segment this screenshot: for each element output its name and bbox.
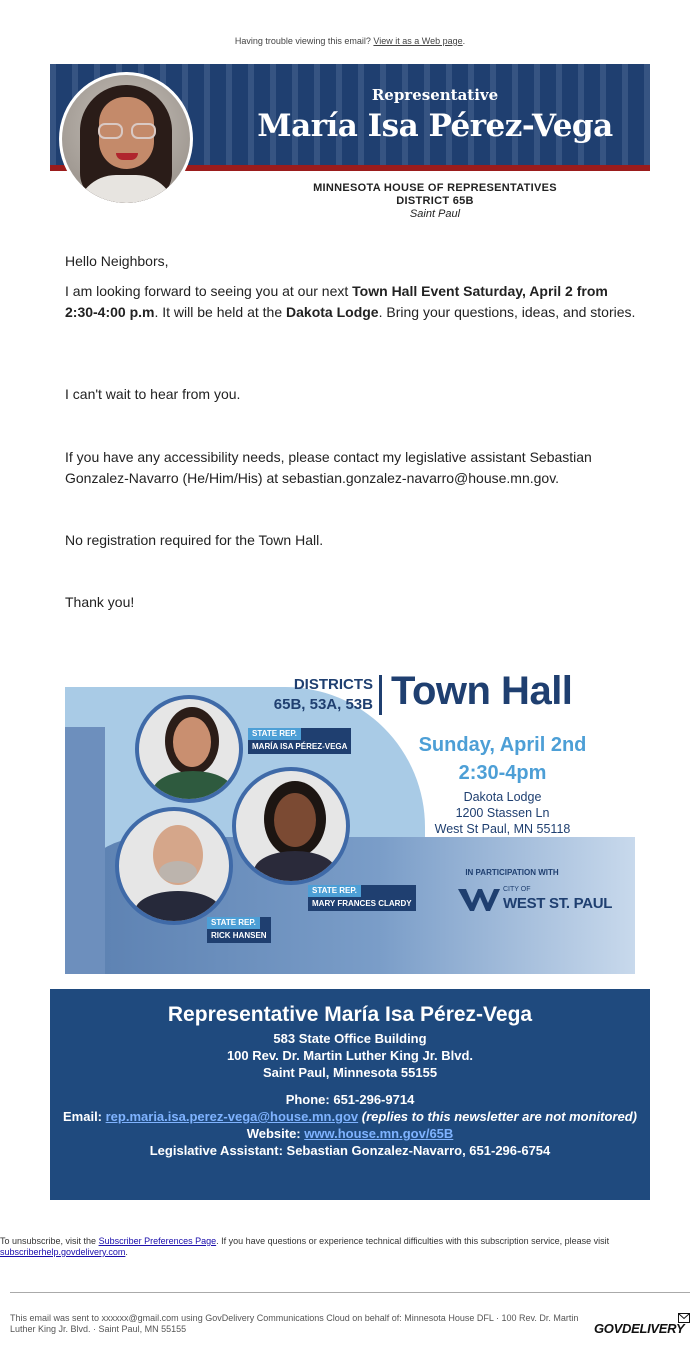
website-link[interactable]: www.house.mn.gov/65B — [304, 1126, 454, 1141]
unsubscribe-notice: To unsubscribe, visit the Subscriber Preferences Page. If you have questions or experience technical difficulties with this subscription service, please visit subscriberhelp.govdelivery.com. — [0, 1236, 610, 1257]
west-st-paul-logo: CITY OF WEST ST. PAUL — [458, 883, 598, 915]
rep-photo-perez-vega — [135, 695, 243, 803]
flyer-date: Sunday, April 2nd 2:30-4pm — [418, 734, 587, 784]
paragraph-hear: I can't wait to hear from you. — [65, 386, 241, 402]
district: DISTRICT 65B — [396, 195, 474, 207]
avatar — [59, 72, 193, 206]
preheader — [0, 36, 700, 46]
tag-clardy: STATE REP. MARY FRANCES CLARDY — [308, 885, 416, 911]
org-name: MINNESOTA HOUSE OF REPRESENTATIVES — [313, 182, 557, 194]
preheader-text: Having trouble viewing this email? — [234, 36, 371, 46]
footer-phone: Phone: 651-296-9714 — [285, 1092, 415, 1107]
preheader-suffix: . — [462, 36, 466, 46]
email-note: (replies to this newsletter are not monitored) — [358, 1109, 637, 1124]
rep-photo-clardy — [232, 767, 350, 885]
org-block — [210, 182, 660, 221]
tag-perez-vega: STATE REP. MARÍA ISA PÉREZ-VEGA — [248, 728, 351, 754]
footer-name: Representative María Isa Pérez-Vega — [167, 1003, 533, 1026]
paragraph-registration: No registration required for the Town Hall. — [65, 532, 324, 548]
subscriber-help-link[interactable]: subscriberhelp.govdelivery.com — [0, 1247, 126, 1257]
sent-to-notice: This email was sent to xxxxxx@gmail.com using GovDelivery Communications Cloud on behalf of: Minnesota House DFL · 100 Rev. Dr. Martin Luther King Jr. Blvd. · Saint Paul, MN 55155 — [10, 1313, 579, 1334]
flyer-location: Dakota Lodge 1200 Stassen Ln West St Paul, MN 55118 — [434, 790, 571, 836]
paragraph-accessibility: If you have any accessibility needs, please contact my legislative assistant Sebastian Gonzalez-Navarro (He/Him/His) at sebastian.gonzalez-navarro@house.mn.gov. — [65, 449, 592, 486]
subscriber-preferences-link[interactable]: Subscriber Preferences Page — [98, 1236, 217, 1246]
greeting: Hello Neighbors, — [65, 253, 169, 269]
divider — [10, 1292, 690, 1293]
footer-contact-details: Phone: 651-296-9714 Email: rep.maria.isa.perez-vega@house.mn.gov (replies to this newsletter are not monitored) Website: www.house.mn.gov/65B Legislative Assistant: Sebastian Gonzalez-Navarro, 651-296-6754 — [50, 1091, 650, 1159]
town-hall-flyer[interactable] — [65, 667, 635, 974]
event-venue: Dakota Lodge — [286, 304, 379, 320]
paragraph-event: I am looking forward to seeing you at our next Town Hall Event Saturday, April 2 from 2:30-4:00 p.m. It will be held at the Dakota Lodge. Bring your questions, ideas, and stories. — [65, 283, 636, 320]
participation-label: IN PARTICIPATION WITH — [465, 868, 559, 877]
footer-address: 583 State Office Building 100 Rev. Dr. Martin Luther King Jr. Blvd. Saint Paul, Minnesota 55155 — [226, 1031, 474, 1080]
rep-photo-hansen — [115, 807, 233, 925]
email-link[interactable]: rep.maria.isa.perez-vega@house.mn.gov — [105, 1109, 359, 1124]
view-web-page-link[interactable]: View it as a Web page — [373, 36, 463, 46]
flyer-title: Town Hall — [391, 669, 573, 713]
envelope-icon — [678, 1313, 690, 1323]
govdelivery-logo[interactable]: GOVDELIVERY — [594, 1313, 694, 1341]
city: Saint Paul — [409, 208, 461, 220]
footer-contact — [50, 989, 650, 1200]
flyer-districts: DISTRICTS 65B, 53A, 53B — [273, 676, 373, 713]
west-st-paul-icon — [458, 885, 500, 913]
paragraph-thanks: Thank you! — [65, 594, 135, 610]
rep-label: Representative — [371, 86, 499, 104]
rep-name: María Isa Pérez-Vega — [257, 108, 613, 144]
event-time: Town Hall Event Saturday, April 2 from 2:30-4:00 p.m — [65, 283, 608, 320]
footer-assistant: Legislative Assistant: Sebastian Gonzalez-Navarro, 651-296-6754 — [149, 1143, 551, 1158]
tag-hansen: STATE REP. RICK HANSEN — [207, 917, 271, 943]
